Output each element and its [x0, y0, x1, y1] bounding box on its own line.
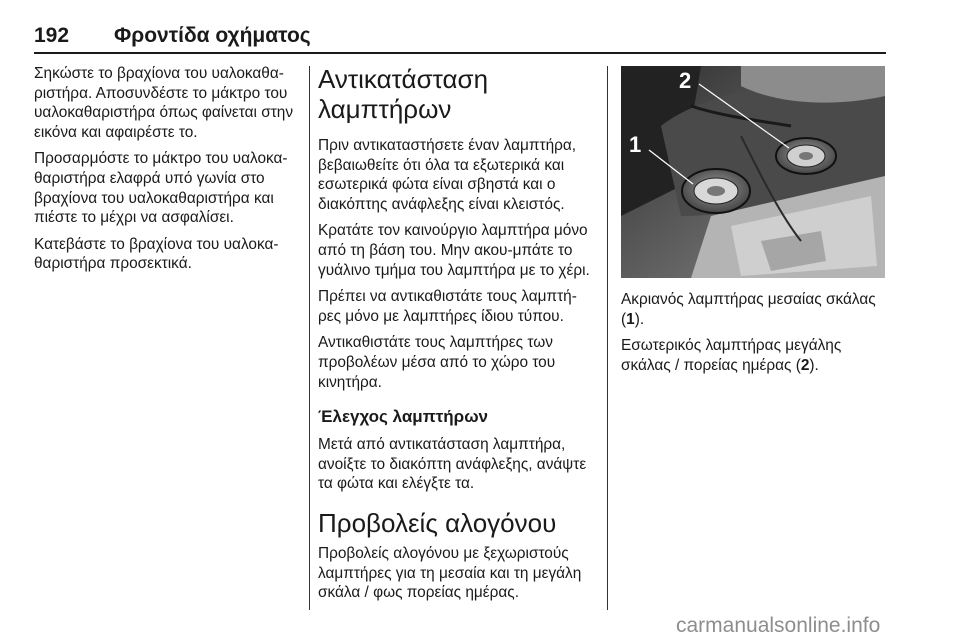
caption-item-1: Ακριανός λαμπτήρας μεσαίας σκάλας (1).	[621, 291, 876, 328]
paragraph: Προσαρμόστε το μάκτρο του υαλοκα-θαριστήρα ελαφρά υπό γωνία στο βραχίονα του υαλοκαθαριστήρα και πιέστε το μέχρι να ασφαλίσει.	[34, 150, 288, 227]
caption-item-2: Εσωτερικός λαμπτήρας μεγάλης σκάλας / πορείας ημέρας (2).	[621, 337, 842, 374]
column-divider	[309, 66, 310, 610]
headlight-photo	[621, 66, 885, 278]
column-left	[34, 64, 304, 281]
column-middle	[318, 64, 596, 610]
paragraph: Μετά από αντικατάσταση λαμπτήρα, ανοίξτε το διακόπτη ανάφλεξης, ανάψτε τα φώτα και ελέγξτε τα.	[318, 436, 587, 493]
callout-label-2: 2	[679, 68, 692, 93]
subsection-title-bulb-check: Έλεγχος λαμπτήρων	[318, 407, 489, 427]
paragraph: Πρέπει να αντικαθιστάτε τους λαμπτή-ρες μόνο με λαμπτήρες ίδιου τύπου.	[318, 288, 577, 325]
callout-label-1: 1	[629, 132, 642, 157]
header-rule	[34, 52, 886, 54]
column-divider	[607, 66, 608, 610]
paragraph: Κρατάτε τον καινούργιο λαμπτήρα μόνο από τη βάση του. Μην ακου-μπάτε το γυάλινο τμήμα του λαμπτήρα με το χέρι.	[318, 222, 590, 279]
figure-caption	[621, 290, 891, 382]
paragraph: Πριν αντικαταστήσετε έναν λαμπτήρα, βεβαιωθείτε ότι όλα τα εξωτερικά και εσωτερικά φώτα είναι σβηστά και ο διακόπτης ανάφλεξης είναι κλειστός.	[318, 137, 577, 213]
paragraph: Σηκώστε το βραχίονα του υαλοκαθα-ριστήρα. Αποσυνδέστε το μάκτρο του υαλοκαθαριστήρα όπως φαίνεται στην εικόνα και αφαιρέστε το.	[34, 65, 294, 141]
page-header	[34, 24, 886, 54]
watermark: carmanualsonline.info	[676, 614, 881, 637]
paragraph: Αντικαθιστάτε τους λαμπτήρες των προβολέων μέσα από το χώρο του κινητήρα.	[318, 334, 556, 391]
section-title-bulb-replacement: Αντικατάσταση λαμπτήρων	[318, 64, 489, 124]
chapter-title: Φροντίδα οχήματος	[114, 24, 311, 47]
headlight-illustration	[621, 66, 885, 278]
section-title-halogen-headlights: Προβολείς αλογόνου	[318, 507, 557, 538]
page-number: 192	[34, 24, 70, 47]
paragraph: Κατεβάστε το βραχίονα του υαλοκα-θαριστήρα προσεκτικά.	[34, 235, 279, 273]
paragraph: Προβολείς αλογόνου με ξεχωριστούς λαμπτήρες για τη μεσαία και τη μεγάλη σκάλα / φως πορείας ημέρας.	[318, 544, 582, 602]
